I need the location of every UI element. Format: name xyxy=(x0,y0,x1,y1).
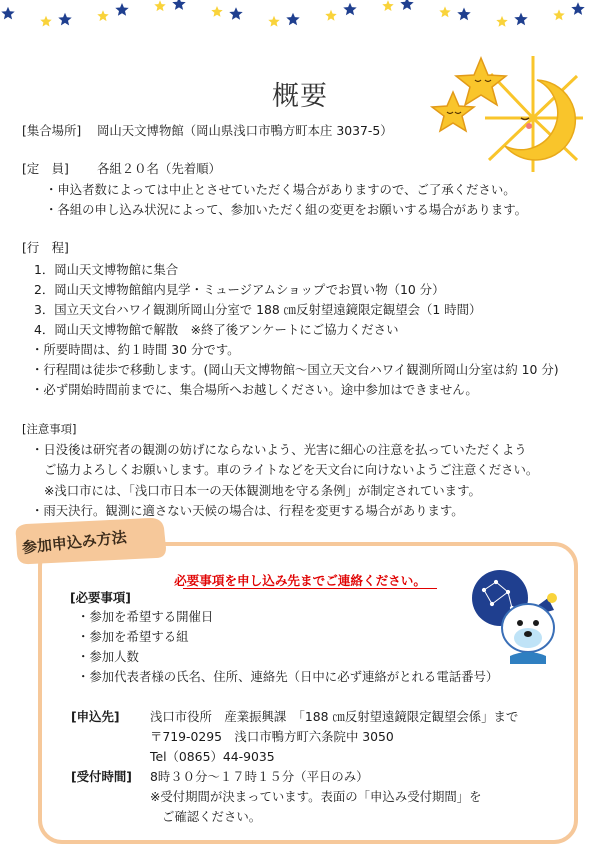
mascot-illustration xyxy=(466,568,562,664)
page-title: 概要 xyxy=(272,81,328,112)
schedule-note: ・所要時間は、約１時間 30 分です。 xyxy=(31,342,240,357)
notice-underline xyxy=(183,588,437,589)
crescent-moon-icon xyxy=(191,3,198,17)
required-label: [必要事項] xyxy=(70,590,131,605)
schedule-step: 2．岡山天文博物館館内見学・ミュージアムショップでお買い物（10 分） xyxy=(34,282,445,297)
required-item: ・参加人数 xyxy=(77,649,139,664)
application-notice: 必要事項を申し込み先までご連絡ください。 xyxy=(174,573,426,588)
required-item: ・参加を希望する組 xyxy=(77,629,189,644)
crescent-moon-icon xyxy=(419,4,426,18)
star-icon xyxy=(1,7,14,20)
schedule-step: 3．国立天文台ハワイ観測所岡山分室で 188 ㎝反射望遠鏡限定観望会（1 時間） xyxy=(34,302,482,317)
star-icon xyxy=(400,0,413,10)
required-item: ・参加を希望する開催日 xyxy=(77,609,214,624)
star-icon xyxy=(268,16,279,27)
caution-line: ※浅口市には、「浅口市日本一の天体観測地を守る条例」が制定されています。 xyxy=(44,483,481,498)
schedule-step: 4．岡山天文博物館で解散 ※終了後アンケートにご協力ください xyxy=(34,322,399,337)
star-icon xyxy=(553,9,564,20)
crescent-moon-icon xyxy=(305,15,312,29)
schedule-label: [行 程] xyxy=(22,240,69,255)
star-icon xyxy=(382,0,393,11)
star-icon xyxy=(325,10,336,21)
hours-note: ご確認ください。 xyxy=(162,809,262,824)
star-icon xyxy=(211,6,222,17)
star-garland-decoration xyxy=(0,0,600,48)
star-icon xyxy=(154,0,165,11)
star-icon xyxy=(457,8,470,21)
star-icon xyxy=(229,7,242,20)
contact-phone: Tel（0865）44-9035 xyxy=(150,749,275,764)
star-icon xyxy=(514,13,527,26)
crescent-moon-icon xyxy=(20,14,27,28)
contact-line: 〒719-0295 浅口市鴨方町六条院中 3050 xyxy=(150,729,394,744)
capacity-note: ・申込者数によっては中止とさせていただく場合がありますので、ご了承ください。 xyxy=(45,182,516,197)
contact-line: 浅口市役所 産業振興課 「188 ㎝反射望遠鏡限定観望会係」まで xyxy=(150,709,519,724)
crescent-moon-icon xyxy=(476,15,483,29)
caution-line: ・日没後は研究者の観測の妨げにならないよう、光害に細心の注意を払っていただくよう xyxy=(31,442,527,457)
star-icon xyxy=(172,0,185,10)
schedule-note: ・必ず開始時間前までに、集合場所へお越しください。途中参加はできません。 xyxy=(31,382,478,397)
capacity-value: 各組２０名（先着順） xyxy=(97,161,221,176)
schedule-note: ・行程間は徒歩で移動します。(岡山天文博物館～国立天文台ハワイ観測所岡山分室は約 10 分) xyxy=(31,362,559,377)
star-icon xyxy=(343,3,356,16)
star-icon xyxy=(40,16,51,27)
star-icon xyxy=(496,16,507,27)
crescent-moon-icon xyxy=(134,3,141,17)
star-icon xyxy=(58,13,71,26)
schedule-step: 1．岡山天文博物館に集合 xyxy=(34,262,179,277)
venue-value: 岡山天文博物館（岡山県浅口市鴨方町本庄 3037-5） xyxy=(97,123,393,138)
hours-note: ※受付期間が決まっています。表面の「申込み受付期間」を xyxy=(150,789,482,804)
star-icon xyxy=(115,3,128,16)
contact-label: [申込先] xyxy=(71,709,120,724)
hours-line: 8時３０分～１７時１５分（平日のみ） xyxy=(150,769,369,784)
star-icon xyxy=(286,13,299,26)
crescent-moon-icon xyxy=(248,15,255,29)
crescent-moon-icon xyxy=(362,3,369,17)
required-item: ・参加代表者様の氏名、住所、連絡先（日中に必ず連絡がとれる電話番号） xyxy=(77,669,499,684)
cautions-label: [注意事項] xyxy=(22,422,77,436)
capacity-label: [定 員] xyxy=(22,161,69,176)
crescent-moon-icon xyxy=(77,15,84,29)
capacity-note: ・各組の申し込み状況によって、参加いただく組の変更をお願いする場合があります。 xyxy=(45,202,527,217)
star-icon xyxy=(571,2,584,15)
venue-label: [集合場所] xyxy=(22,123,82,138)
star-icon xyxy=(439,6,450,17)
caution-line: ・雨天決行。観測に適さない天候の場合は、行程を変更する場合があります。 xyxy=(31,503,464,518)
crescent-moon-icon xyxy=(533,14,540,28)
application-tab-label: 参加申込み方法 xyxy=(21,528,128,557)
star-icon xyxy=(97,10,108,21)
caution-line: ご協力よろしくお願いします。車のライトなどを天文台に向けないようご注意ください。 xyxy=(44,462,539,477)
hours-label: [受付時間] xyxy=(71,769,132,784)
